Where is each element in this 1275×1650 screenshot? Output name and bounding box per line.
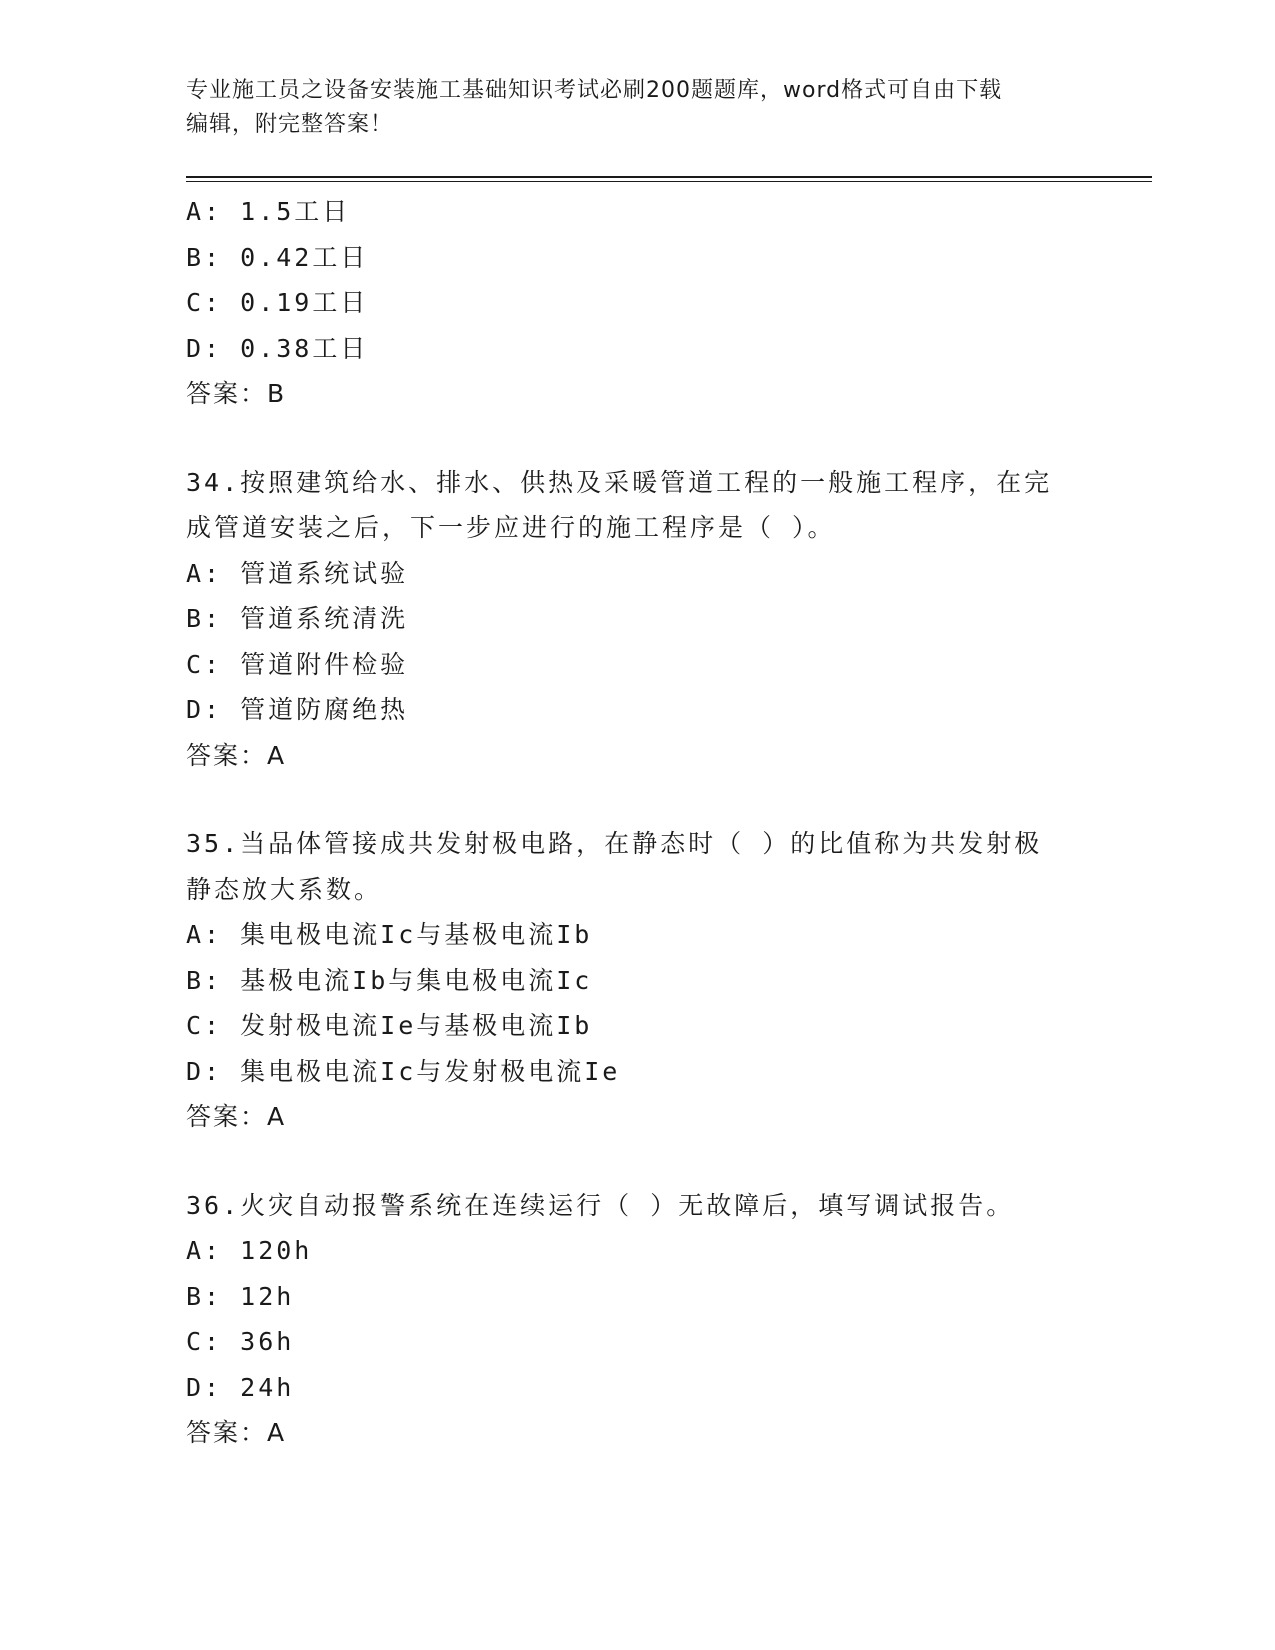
- block-spacer: [186, 778, 1086, 821]
- header-divider-thick: [186, 176, 1152, 178]
- question-text-line-1: 36.火灾自动报警系统在连续运行（ ）无故障后，填写调试报告。: [186, 1190, 1015, 1220]
- question-block-34: [186, 460, 1086, 779]
- option-a: A: 管道系统试验: [186, 558, 409, 588]
- option-b: B: 0.42工日: [186, 242, 369, 272]
- answer-line: 答案：A: [186, 1102, 287, 1131]
- option-a: A: 集电极电流Ic与基极电流Ib: [186, 920, 593, 949]
- block-spacer: [186, 417, 1086, 460]
- question-text-line-1: 34.按照建筑给水、排水、供热及采暖管道工程的一般施工程序，在完: [186, 467, 1053, 497]
- question-text-line-2: 静态放大系数。: [186, 874, 383, 904]
- block-spacer: [186, 1140, 1086, 1183]
- option-b: B: 管道系统清洗: [186, 604, 409, 633]
- question-block-36: [186, 1183, 1086, 1456]
- document-title: [186, 74, 1086, 142]
- option-b: B: 基极电流Ib与集电极电流Ic: [186, 965, 593, 995]
- option-d: D: 集电极电流Ic与发射极电流Ie: [186, 1056, 621, 1086]
- option-c: C: 36h: [186, 1327, 295, 1356]
- option-c: C: 0.19工日: [186, 288, 369, 317]
- option-d: D: 24h: [186, 1372, 295, 1402]
- question-text-line-1: 35.当品体管接成共发射极电路，在静态时（ ）的比值称为共发射极: [186, 829, 1043, 858]
- option-d: D: 0.38工日: [186, 333, 369, 363]
- answer-line: 答案：B: [186, 379, 287, 408]
- option-d: D: 管道防腐绝热: [186, 695, 409, 724]
- answer-line: 答案：A: [186, 1418, 287, 1447]
- question-block-35: [186, 821, 1086, 1140]
- option-c: C: 发射极电流Ie与基极电流Ib: [186, 1011, 593, 1040]
- answer-line: 答案：A: [186, 740, 287, 770]
- title-line-2: 编辑，附完整答案！: [186, 112, 394, 137]
- option-c: C: 管道附件检验: [186, 649, 409, 679]
- question-block-33: [186, 189, 1086, 417]
- question-text-line-2: 成管道安装之后，下一步应进行的施工程序是（ ）。: [186, 513, 836, 542]
- option-b: B: 12h: [186, 1281, 295, 1311]
- title-line-1: 专业施工员之设备安装施工基础知识考试必刷200题题库，word格式可自由下载: [186, 78, 1003, 103]
- header-divider-thin: [186, 181, 1152, 182]
- question-list: [186, 189, 1086, 1456]
- option-a: A: 1.5工日: [186, 197, 351, 226]
- option-a: A: 120h: [186, 1236, 313, 1265]
